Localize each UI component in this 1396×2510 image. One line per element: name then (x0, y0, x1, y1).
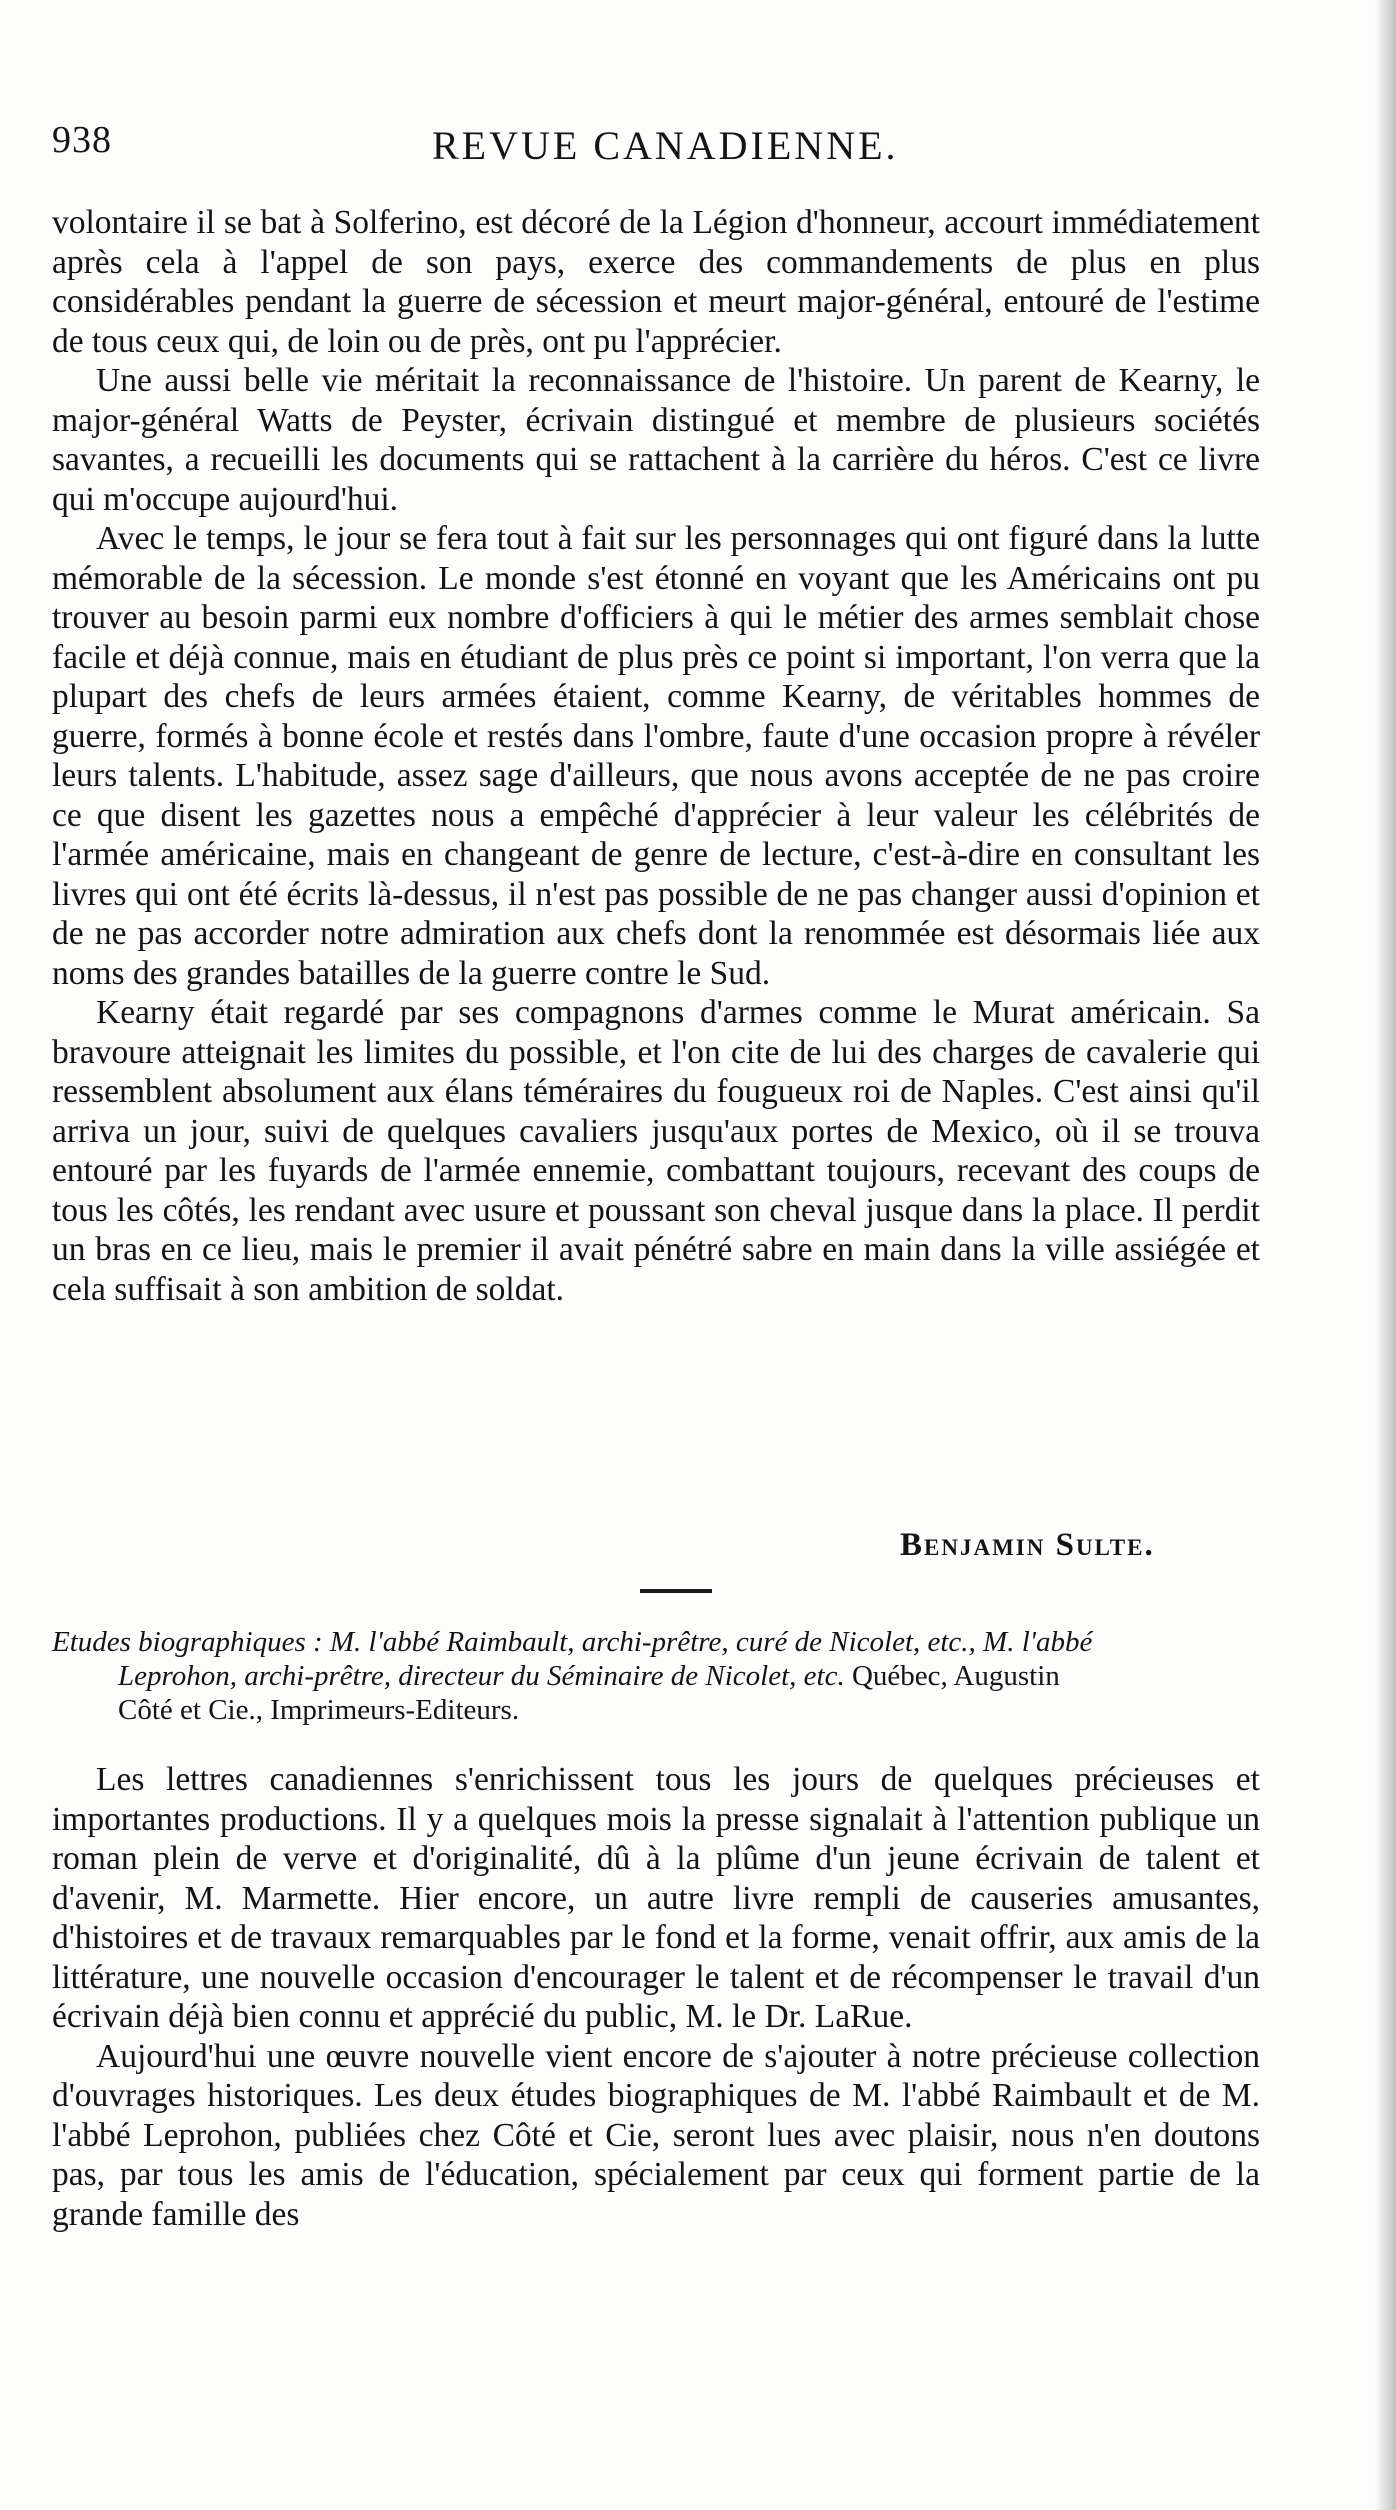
citation-line-3 (52, 1693, 1260, 1727)
author-signature: Benjamin Sulte. (900, 1527, 1155, 1563)
page-edge-shadow (1374, 0, 1396, 2510)
article-body (52, 203, 1260, 1309)
article-paragraph-4: Kearny était regardé par ses compagnons d'armes comme le Murat américain. Sa bravoure atteignait les limites du possible, et l'on cite de lui des charges de cavalerie qui ressemblent absolument aux élans téméraires du fougueux roi de Naples. C'est ainsi qu'il arriva un jour, suivi de quelques cavaliers jusqu'aux portes de Mexico, où il se trouva entouré par les fuyards de l'armée ennemie, combattant toujours, recevant des coups de tous les côtés, les rendant avec usure et poussant son cheval jusque dans la place. Il perdit un bras en ce lieu, mais le premier il avait pénétré sabre en main dans la ville assiégée et cela suffisait à son ambition de soldat. (52, 994, 1260, 1308)
review-body (52, 1760, 1260, 2234)
page-header (52, 118, 1252, 178)
section-divider (640, 1589, 712, 1593)
review-paragraph-2: Aujourd'hui une œuvre nouvelle vient encore de s'ajouter à notre précieuse collection d'ouvrages historiques. Les deux études biographiques de M. l'abbé Raimbault et de M. l'abbé Leprohon, publiées chez Côté et Cie, seront lues avec plaisir, nous n'en doutons pas, par tous les amis de l'éducation, spécialement par ceux qui forment partie de la grande famille des (52, 2037, 1260, 2233)
citation-line-2 (52, 1659, 1260, 1693)
review-paragraph-1: Les lettres canadiennes s'enrichissent tous les jours de quelques précieuses et importantes productions. Il y a quelques mois la presse signalait à l'attention publique un roman plein de verve et d'originalité, dû à la plûme d'un jeune écrivain de talent et d'avenir, M. Marmette. Hier encore, un autre livre rempli de causeries amusantes, d'histoires et de travaux remarquables par le fond et la forme, venait offrir, aux amis de la littérature, une nouvelle occasion d'encourager le talent et de récompenser le travail d'un écrivain déjà bien connu et apprécié du public, M. le Dr. LaRue. (52, 1761, 1260, 2035)
citation-title-cont: Leprohon, archi-prêtre, directeur du Séminaire de Nicolet, etc. (118, 1660, 845, 1692)
article-paragraph-2: Une aussi belle vie méritait la reconnaissance de l'histoire. Un parent de Kearny, le major-général Watts de Peyster, écrivain distingué et membre de plusieurs sociétés savantes, a recueilli les documents qui se rattachent à la carrière du héros. C'est ce livre qui m'occupe aujourd'hui. (52, 362, 1260, 518)
citation-line-1 (52, 1625, 1260, 1659)
citation-publisher-1: Québec, Augustin (844, 1660, 1060, 1692)
article-paragraph-3: Avec le temps, le jour se fera tout à fait sur les personnages qui ont figuré dans la lutte mémorable de la sécession. Le monde s'est étonné en voyant que les Américains ont pu trouver au besoin parmi eux nombre d'officiers à qui le métier des armes semblait chose facile et déjà connue, mais en étudiant de plus près ce point si important, l'on verra que la plupart des chefs de leurs armées étaient, comme Kearny, de véritables hommes de guerre, formés à bonne école et restés dans l'ombre, faute d'une occasion propre à révéler leurs talents. L'habitude, assez sage d'ailleurs, que nous avons acceptée de ne pas croire ce que disent les gazettes nous a empêché d'apprécier à leur valeur les célébrités de l'armée américaine, mais en changeant de genre de lecture, c'est-à-dire en consultant les livres qui ont été écrits là-dessus, il n'est pas possible de ne pas changer aussi d'opinion et de ne pas accorder notre admiration aux chefs dont la renommée est désormais liée aux noms des grandes batailles de la guerre contre le Sud. (52, 520, 1260, 992)
running-title: REVUE CANADIENNE. (432, 123, 899, 168)
article-paragraph-1: volontaire il se bat à Solferino, est décoré de la Légion d'honneur, accourt immédiatement après cela à l'appel de son pays, exerce des commandements de plus en plus considérables pendant la guerre de sécession et meurt major-général, entouré de l'estime de tous ceux qui, de loin ou de près, ont pu l'apprécier. (52, 204, 1260, 360)
review-citation (52, 1625, 1260, 1727)
citation-publisher-2: Côté et Cie., Imprimeurs-Editeurs. (118, 1694, 520, 1726)
citation-title: Etudes biographiques : M. l'abbé Raimbault, archi-prêtre, curé de Nicolet, etc., M. l'abbé (52, 1626, 1093, 1658)
page-number: 938 (52, 119, 112, 161)
